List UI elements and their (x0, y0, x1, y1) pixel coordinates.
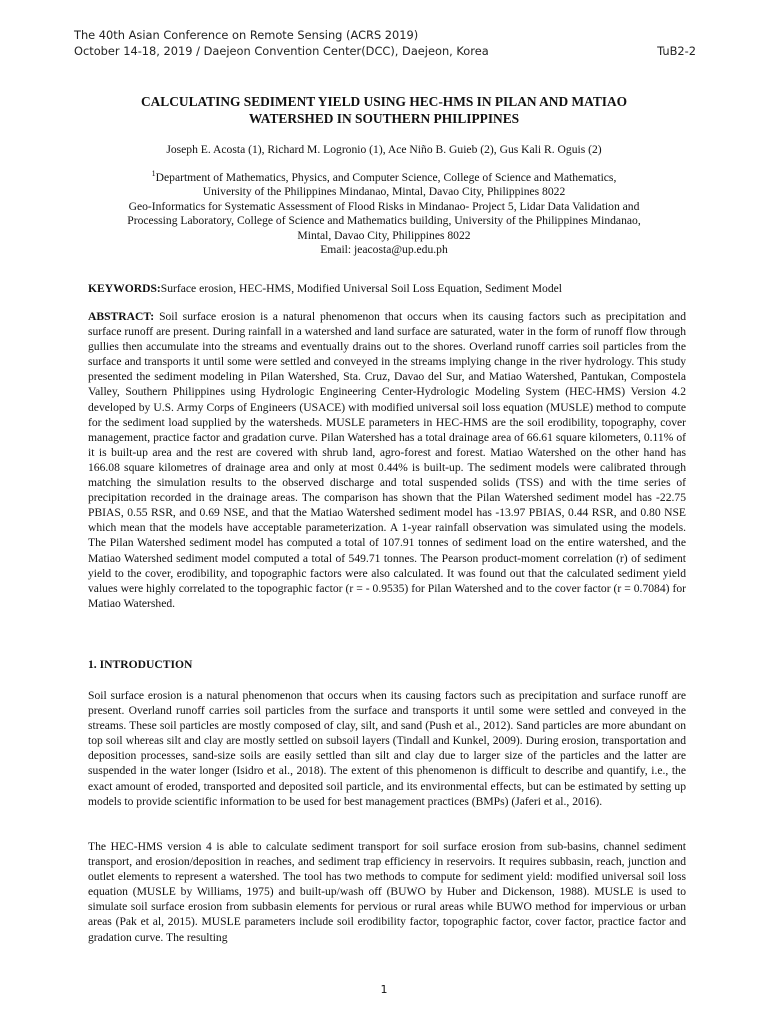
intro-paragraph-1: Soil surface erosion is a natural phenomenon that occurs when its causing factors such as precipitation and surface runoff are present. Overland runoff carries soil particles from the surface and transports it until some were settled and conveyed in the streams. These soil particles are mostly composed of clay, silt, and sand (Push et al., 2012). Sand particles are more abundant on top soil whereas silt and clay are mostly settled on subsoil layers (Tindall and Kunkel, 2009). During erosion, transportation and deposition processes, sand-size soils are easily settled than silt and clay due to larger size of the particles and the latter are suspended in the water longer (Isidro et al., 2018). The extent of this phenomenon is difficult to describe and quantify, i.e., the exact amount of eroded, transported and deposited soil particle, and its environmental effects, but can be estimated by setting up models to provide scientific information to be used for best management practices (BMPs) (Jaferi et al., 2016). (88, 689, 686, 808)
intro-paragraph-2: The HEC-HMS version 4 is able to calculate sediment transport for soil surface erosion from sub-basins, channel sediment transport, and erosion/deposition in reaches, and sediment trap efficiency in reservoirs. It requires subbasin, reach, junction and outlet elements to represent a watershed. The tool has two methods to compute for sediment yield: modified universal soil loss equation (MUSLE by Williams, 1975) and built-up/wash off (BUWO by Huber and Dickenson, 1988). MUSLE is used to simulate soil surface erosion from subbasin elements for pervious or rural areas while BUWO method for impervious or urban areas (Pak et al, 2015). MUSLE parameters include soil erodibility factor, topographic factor, cover factor, practice factor and gradation curve. The resulting (88, 840, 686, 944)
paper-title (88, 93, 680, 127)
abstract (88, 309, 686, 611)
conference-header (74, 27, 696, 59)
section-heading-introduction: 1. INTRODUCTION (88, 658, 193, 671)
title-line-1: CALCULATING SEDIMENT YIELD USING HEC-HMS IN PILAN AND MATIAO (140, 94, 628, 109)
session-code: TuB2-2 (657, 44, 696, 58)
keywords (88, 281, 680, 296)
affiliation-line-1: Department of Mathematics, Physics, and Computer Science, College of Science and Mathematics, (155, 170, 617, 184)
conference-name: The 40th Asian Conference on Remote Sensing (ACRS 2019) (74, 28, 419, 42)
abstract-text: Soil surface erosion is a natural phenomenon that occurs when its causing factors such as precipitation and surface runoff are present. During rainfall in a watershed and land surface are saturated, water in the form of runoff flow through gullies then accumulate into the streams and eventually drains out to the shores. Overland runoff carries soil particles from the surface and transports it until some were settled and conveyed in the streams implying change in the river hydrology. This study presented the sediment modeling in Pilan Watershed, Sta. Cruz, Davao del Sur, and Matiao Watershed, Pantukan, Compostela Valley, Southern Philippines using Hydrologic Engineering Center-Hydrologic Modeling System (HEC-HMS) Version 4.2 developed by U.S. Army Corps of Engineers (USACE) with modified universal soil loss equation (MUSLE) method to compute for the sediment load supplied by the watersheds. MUSLE parameters in HEC-HMS are the soil erodibility, topography, cover management, practice factor and gradation curve. Pilan Watershed has a total drainage area of 66.61 square kilometers, 0.11% of it is built-up area and the rest are covered with shrub land, agro-forest and forest. Matiao Watershed on the other hand has 166.08 square kilometres of drainage area and only at most 0.44% is built-up. The sediment models were calibrated through matching the simulation results to the observed discharge and total suspended solids (TSS) and with the time series of precipitation recorded in the drainage areas. The comparison has shown that the Pilan Watershed sediment model has -22.75 PBIAS, 0.55 RSR, and 0.69 NSE, and that the Matiao Watershed sediment model has -13.97 PBIAS, 0.44 RSR, and 0.80 NSE which mean that the models have acceptable parameterization. A 1-year rainfall observation was simulated using the models. The Pilan Watershed sediment model has computed a total of 107.91 tonnes of sediment load on the entire watershed, and the Matiao Watershed sediment model computed a total of 549.71 tonnes. The Pearson product-moment correlation (r) of sediment yield to the cover, erodibility, and topographic factors were also calculated. It was found out that the calculated sediment yield values were highly correlated to the topographic factor (r = - 0.9535) for Pilan Watershed and to the cover factor (r = 0.7084) for Matiao Watershed. (88, 310, 686, 610)
page-number: 1 (380, 983, 388, 996)
affiliations (88, 167, 680, 258)
conference-date-venue: October 14-18, 2019 / Daejeon Convention Center(DCC), Daejeon, Korea (74, 44, 489, 58)
keywords-text: Surface erosion, HEC-HMS, Modified Universal Soil Loss Equation, Sediment Model (160, 282, 563, 295)
affiliation-marker: 1 (151, 169, 156, 178)
title-line-2: WATERSHED IN SOUTHERN PHILIPPINES (248, 111, 520, 126)
affiliation-line-5: Mintal, Davao City, Philippines 8022 (297, 228, 471, 242)
affiliation-line-2: University of the Philippines Mindanao, Mintal, Davao City, Philippines 8022 (202, 185, 566, 199)
abstract-label: ABSTRACT: (88, 310, 155, 323)
affiliation-line-3: Geo-Informatics for Systematic Assessment of Flood Risks in Mindanao- Project 5, Lidar Data Validation and (128, 199, 640, 213)
author-email: Email: jeacosta@up.edu.ph (320, 243, 448, 257)
affiliation-line-4: Processing Laboratory, College of Science and Mathematics building, University of the Philippines Mindanao, (127, 214, 641, 228)
author-list: Joseph E. Acosta (1), Richard M. Logronio (1), Ace Niño B. Guieb (2), Gus Kali R. Oguis (2) (166, 143, 602, 156)
keywords-label: KEYWORDS: (88, 282, 161, 295)
